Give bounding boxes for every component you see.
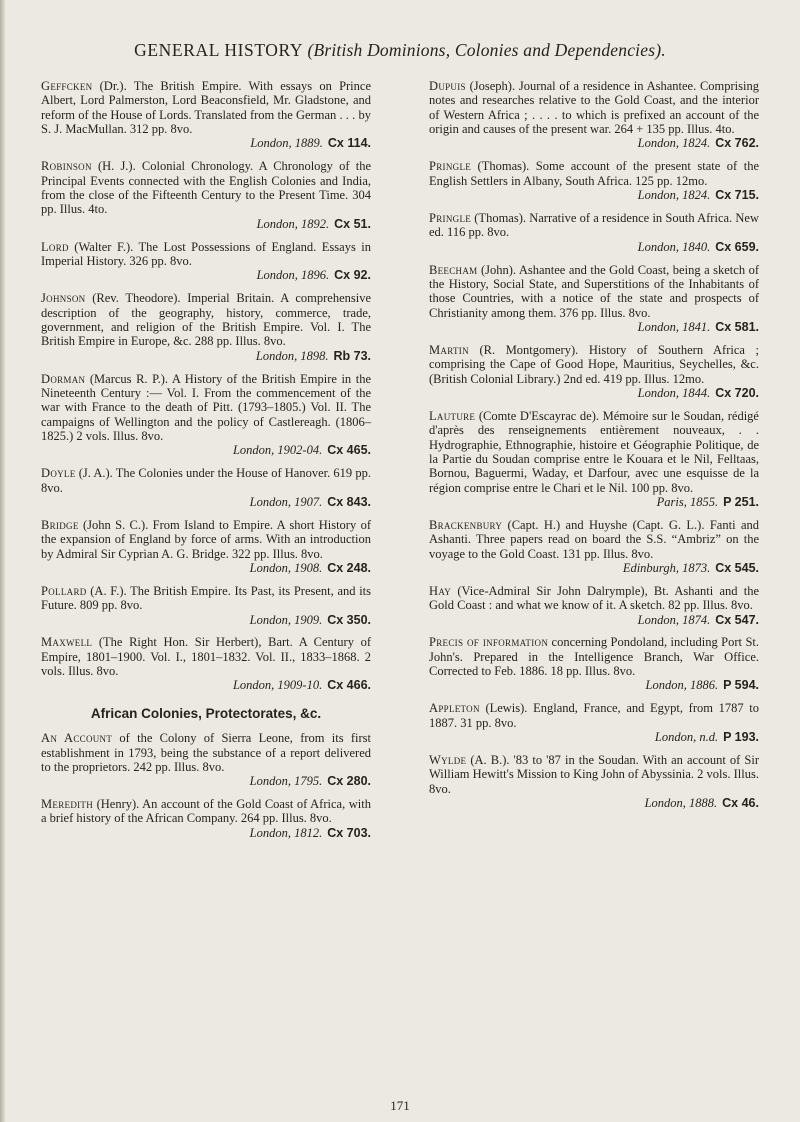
entry-place-date: London, 1908. (249, 560, 323, 575)
bibliography-entry (429, 343, 759, 400)
entry-place-date: London, 1889. (250, 136, 323, 151)
entry-author: Meredith (41, 797, 94, 812)
entry-place-date: Paris, 1855. (656, 494, 719, 509)
entry-place-date: London, 1902-04. (232, 443, 323, 458)
entry-shelfmark: Cx 248. (327, 560, 371, 575)
entry-imprint (429, 495, 759, 509)
entry-author: Pringle (429, 159, 472, 174)
entry-description: (H. J.). Colonial Chronology. A Chronology of the Principal Events connected with the English Colonies and India, from the close of the Fifteenth Century to the Present Time. 304 pp. Illus. 4to. (41, 159, 371, 217)
entry-description: (Joseph). Journal of a residence in Ashantee. Comprising notes and researches relative to the Gold Coast, and the interior of Western Africa ; . . . . to which is prefixed an account of the origin and causes of the present war. 264 + 135 pp. Illus. 4to. (429, 79, 759, 137)
entry-author: Precis of information (429, 635, 549, 650)
entry-author: Lauture (429, 408, 476, 423)
entry-description: (Walter F.). The Lost Possessions of England. Essays in Imperial History. 326 pp. 8vo. (41, 239, 371, 268)
entry-description: (Henry). An account of the Gold Coast of Africa, with a brief history of the African Company. 264 pp. Illus. 8vo. (41, 797, 371, 826)
entry-author: Lord (41, 239, 69, 254)
entry-imprint (429, 678, 759, 692)
entry-imprint (429, 136, 759, 150)
entry-description: (John S. C.). From Island to Empire. A short History of the expansion of England by force of arms. With an introduction by Admiral Sir Cyprian A. G. Bridge. 322 pp. Illus. 8vo. (41, 517, 371, 561)
entry-imprint (41, 561, 371, 575)
bibliography-entry (41, 466, 371, 509)
bibliography-entry (429, 409, 759, 509)
entry-imprint (41, 678, 371, 692)
entry-description: (Vice-Admiral Sir John Dalrymple), Bt. Ashanti and the Gold Coast : and what we know of it. A sketch. 82 pp. Illus. 8vo. (429, 583, 759, 613)
entry-description: of the Colony of Sierra Leone, from its first establishment in 1793, being the substance of a report delivered to the proprietors. 242 pp. Illus. 8vo. (41, 731, 371, 774)
entry-author: Wylde (429, 753, 467, 768)
entry-author: Johnson (41, 291, 86, 306)
entry-imprint (429, 561, 759, 575)
entry-author: Hay (429, 583, 452, 598)
entry-place-date: London, 1886. (645, 678, 719, 693)
entry-author: Dorman (41, 371, 86, 386)
entry-imprint (41, 443, 371, 457)
entry-author: Doyle (41, 466, 76, 481)
bibliography-entry (41, 291, 371, 363)
entry-shelfmark: Cx 114. (327, 136, 371, 151)
entry-place-date: London, 1824. (637, 188, 711, 202)
entry-description: (Capt. H.) and Huyshe (Capt. G. L.). Fanti and Ashanti. Three papers read on board the S.S. “Ambriz” on the voyage to the Gold Coast. 131 pp. Illus. 8vo. (429, 517, 759, 561)
entry-imprint (429, 240, 759, 254)
entry-imprint (429, 320, 759, 334)
bibliography-entry (429, 159, 759, 202)
entry-description: (A. B.). '83 to '87 in the Soudan. With an account of Sir William Hewitt's Mission to King John of Abyssinia. 2 vols. Illus. 8vo. (429, 753, 759, 796)
entry-shelfmark: Cx 843. (327, 494, 371, 509)
entry-place-date: London, 1888. (644, 796, 718, 811)
entry-shelfmark: Cx 350. (327, 612, 371, 627)
section-heading: African Colonies, Protectorates, &c. (90, 705, 322, 721)
entry-place-date: London, 1874. (637, 612, 711, 627)
entry-imprint (429, 386, 759, 400)
entry-author: Geffcken (41, 79, 93, 93)
entry-place-date: London, 1840. (637, 239, 711, 254)
entry-place-date: London, 1896. (256, 268, 330, 283)
entry-imprint (429, 730, 759, 744)
entry-description: (Thomas). Narrative of a residence in South Africa. New ed. 116 pp. 8vo. (429, 210, 759, 240)
bibliography-entry (41, 797, 371, 840)
entry-shelfmark: Cx 46. (722, 796, 759, 811)
entry-imprint (41, 136, 371, 150)
entry-shelfmark: Cx 92. (334, 268, 371, 283)
entry-place-date: London, n.d. (654, 730, 719, 745)
entry-shelfmark: Cx 720. (715, 385, 759, 400)
right-column (429, 79, 759, 819)
entry-author: Pollard (41, 583, 87, 598)
bibliography-entry (429, 211, 759, 254)
left-entry-list-2 (41, 731, 371, 840)
entry-place-date: London, 1824. (637, 136, 711, 151)
entry-place-date: London, 1844. (637, 385, 711, 400)
entry-place-date: Edinburgh, 1873. (622, 560, 711, 575)
bibliography-entry (429, 584, 759, 627)
header-main: GENERAL HISTORY (134, 40, 303, 60)
entry-shelfmark: Rb 73. (333, 348, 371, 363)
entry-author: Beecham (429, 262, 478, 277)
left-entry-list (41, 79, 371, 693)
header-sub: (British Dominions, Colonies and Dependencies). (307, 40, 666, 60)
entry-shelfmark: P 251. (723, 494, 759, 509)
entry-author: Pringle (429, 210, 472, 225)
entry-description: (A. F.). The British Empire. Its Past, its Present, and its Future. 809 pp. 8vo. (41, 583, 371, 613)
page-number: 171 (390, 1098, 410, 1113)
entry-place-date: London, 1841. (637, 319, 711, 334)
entry-description: (Lewis). England, France, and Egypt, from 1787 to 1887. 31 pp. 8vo. (429, 701, 759, 730)
entry-author: Appleton (429, 701, 480, 716)
entry-author: An Account (41, 731, 113, 746)
bibliography-entry (41, 635, 371, 692)
entry-description: (R. Montgomery). History of Southern Africa ; comprising the Cape of Good Hope, Mauritius, Seychelles, &c. (British Colonial Library.) 2nd ed. 419 pp. Illus. 12mo. (429, 342, 759, 386)
bibliography-entry (41, 159, 371, 231)
entry-place-date: London, 1795. (249, 774, 323, 789)
entry-shelfmark: Cx 715. (715, 188, 759, 202)
entry-author: Brackenbury (429, 517, 503, 532)
entry-imprint (41, 774, 371, 788)
entry-author: Maxwell (41, 635, 93, 650)
entry-shelfmark: Cx 51. (334, 216, 371, 231)
entry-imprint (429, 613, 759, 627)
page-header (0, 40, 800, 61)
entry-shelfmark: P 594. (723, 678, 759, 693)
right-entry-list (429, 79, 759, 810)
left-column (41, 79, 371, 849)
bibliography-entry (429, 79, 759, 151)
bibliography-entry (41, 731, 371, 788)
bibliography-entry (429, 518, 759, 575)
bibliography-entry (429, 635, 759, 692)
bibliography-entry (41, 79, 371, 151)
entry-place-date: London, 1907. (249, 494, 323, 509)
bibliography-entry (41, 584, 371, 627)
entry-imprint (41, 217, 371, 231)
entry-description: (J. A.). The Colonies under the House of Hanover. 619 pp. 8vo. (41, 466, 371, 495)
entry-author: Dupuis (429, 79, 466, 93)
entry-place-date: London, 1898. (255, 348, 329, 363)
entry-shelfmark: Cx 703. (327, 825, 371, 840)
entry-author: Martin (429, 342, 469, 357)
entry-shelfmark: Cx 466. (327, 678, 371, 693)
entry-shelfmark: Cx 581. (715, 319, 759, 334)
entry-place-date: London, 1909. (249, 612, 323, 627)
entry-shelfmark: Cx 280. (327, 774, 371, 789)
entry-shelfmark: P 193. (723, 730, 759, 745)
bibliography-entry (429, 263, 759, 335)
entry-place-date: London, 1909-10. (232, 678, 323, 693)
entry-place-date: London, 1812. (249, 825, 323, 840)
entry-imprint (41, 826, 371, 840)
entry-description: concerning Pondoland, including Port St. John's. Prepared in the Intelligence Branch, War Office. Corrected to Feb. 1886. 18 pp. Illus. 8vo. (429, 635, 759, 679)
entry-shelfmark: Cx 762. (715, 136, 759, 151)
entry-imprint (41, 349, 371, 363)
page-edge-shadow (0, 0, 6, 1122)
entry-imprint (41, 613, 371, 627)
bibliography-entry (41, 372, 371, 458)
entry-shelfmark: Cx 659. (715, 239, 759, 254)
entry-author: Robinson (41, 159, 92, 174)
entry-description: (Marcus R. P.). A History of the British Empire in the Nineteenth Century :— Vol. I. From the commencement of the war with France to the death of Pitt. (1793–1805.) Vol. II. The campaigns of Wellington and the policy of Castlereagh. (1806–1825.) 2 vols. Illus. 8vo. (41, 371, 371, 443)
entry-author: Bridge (41, 517, 79, 532)
bibliography-entry (41, 240, 371, 283)
bibliography-entry (41, 518, 371, 575)
entry-shelfmark: Cx 465. (327, 443, 371, 458)
bibliography-entry (429, 753, 759, 810)
entry-description: (John). Ashantee and the Gold Coast, being a sketch of the History, Social State, and Superstitions of the Inhabitants of those Countries, with a notice of the state and prospects of Christianity among them. 376 pp. Illus. 8vo. (429, 262, 759, 320)
entry-imprint (429, 188, 759, 202)
entry-imprint (429, 796, 759, 810)
entry-description: (Comte D'Escayrac de). Mémoire sur le Soudan, rédigé d'après des renseignements entièrement nouveaux, . . Hydrographie, Ethnographie, histoire et Géographie Politique, de la Partie du Soudan comprise entre le Kouara et le Nil, Felltaas, Bornou, Baguermi, Waday, et Darfour, avec une esquisse de la région comprise entre le Chari et le Nil. 100 pp. 8vo. (429, 408, 759, 495)
entry-place-date: London, 1892. (256, 216, 330, 231)
entry-imprint (41, 268, 371, 282)
entry-shelfmark: Cx 547. (715, 612, 759, 627)
entry-description: (Thomas). Some account of the present state of the English Settlers in Albany, South Africa. 125 pp. 12mo. (429, 159, 759, 188)
entry-imprint (41, 495, 371, 509)
entry-description: (Rev. Theodore). Imperial Britain. A comprehensive description of the geography, history, commerce, trade, government, and religion of the British Empire. Vol. I. The British Empire in Europe, &c. 288 pp. Illus. 8vo. (41, 291, 371, 349)
entry-description: (The Right Hon. Sir Herbert), Bart. A Century of Empire, 1801–1900. Vol. I., 1801–1832. Vol. II., 1833–1868. 2 vols. Illus. 8vo. (41, 635, 371, 679)
entry-description: (Dr.). The British Empire. With essays on Prince Albert, Lord Palmerston, Lord Beaconsfield, Mr. Gladstone, and reform of the House of Lords. Translated from the German . . . by S. J. MacMullan. 312 pp. 8vo. (41, 79, 371, 137)
entry-shelfmark: Cx 545. (715, 560, 759, 575)
bibliography-entry (429, 701, 759, 744)
